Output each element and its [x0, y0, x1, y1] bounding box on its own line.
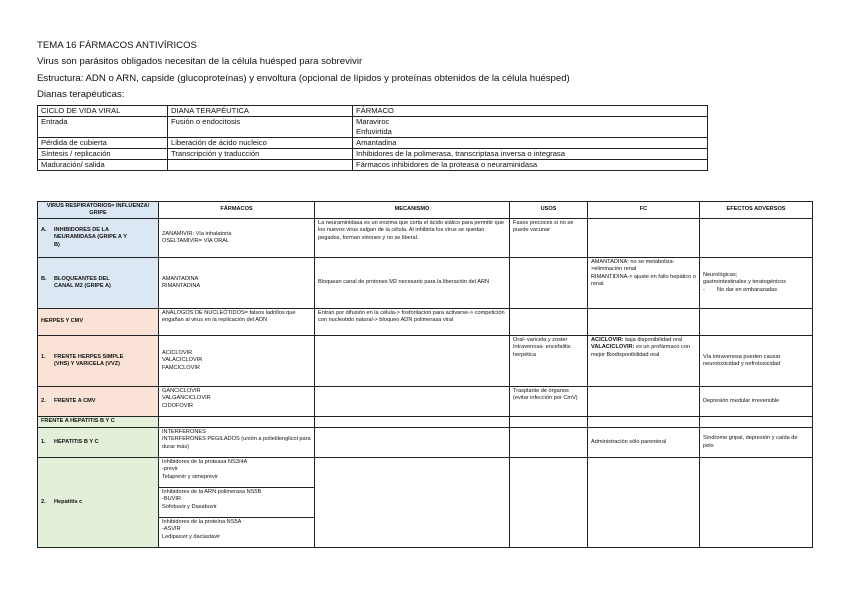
- table-row: [38, 258, 813, 309]
- table-cell: Fusión o endocitosis: [168, 117, 353, 138]
- table-cell: Maraviroc Enfuvirtida: [353, 117, 708, 138]
- ae-line: Neurológicas;: [703, 271, 738, 278]
- table-cell: [588, 458, 700, 548]
- table-row: [38, 428, 813, 458]
- group-label: FRENTE A HEPATITIS B Y C: [38, 417, 159, 428]
- table-cell: [315, 417, 510, 428]
- table-cell: [168, 160, 353, 171]
- group-label: A. INHIBIDORES DE LA NEURAMIDASA (GRIPE A Y B): [38, 219, 159, 258]
- table-cell: Fases precoces si no se puede vacunar: [510, 219, 588, 258]
- table-cell: [700, 417, 813, 428]
- header-cell: MECANISMO: [315, 202, 510, 219]
- table-cell: [315, 428, 510, 458]
- header-cell: DIANA TERAPÉUTICA: [168, 106, 353, 117]
- table-cell: ANÁLOGOS DE NUCLEÓTIDOS= falsos ladrillos que engañan al virus en la replicación del ADN: [159, 309, 315, 336]
- group-label: 1. HEPATITIS B Y C: [38, 428, 159, 458]
- table-cell: Oral- varicela y zoster Intravenosa- encefalitis herpética: [510, 336, 588, 387]
- group-label: 2. FRENTE A CMV: [38, 387, 159, 417]
- table-cell: Bloquean canal de protones M2 necesario para la liberación del ARN: [315, 258, 510, 309]
- table-cell: [588, 387, 700, 417]
- table-row: [38, 458, 813, 488]
- table-cell: Síndrome gripal, depresión y caída de pelo: [700, 428, 813, 458]
- table-cell: Inhibidores de la proteína NS5A -ASVIR Ledipasvir y daclastavir: [159, 518, 315, 548]
- document-title: TEMA 16 FÁRMACOS ANTIVÍRICOS: [37, 40, 197, 51]
- table-cell: [588, 417, 700, 428]
- table-cell: AMANTADINA RIMANTADINA: [159, 258, 315, 309]
- table-cell: [315, 458, 510, 548]
- table-cell: [700, 258, 813, 309]
- table-cell: Transcripción y traducción: [168, 149, 353, 160]
- table-cell: [510, 458, 588, 548]
- table-cell: [588, 336, 700, 387]
- antiviral-drugs-table: [37, 201, 813, 548]
- table-cell: AMANTADINA: no se metaboliza->eliminación renal RIMANTIDINA-> ajuste en fallo hepático o renal: [588, 258, 700, 309]
- header-cell: FÁRMACOS: [159, 202, 315, 219]
- header-cell: FÁRMACO: [353, 106, 708, 117]
- table-cell: [159, 417, 315, 428]
- table-cell: [510, 258, 588, 309]
- table-row: [38, 219, 813, 258]
- group-label: 1. FRENTE HERPES SIMPLE (VHS) Y VARICELA (VVZ): [38, 336, 159, 387]
- therapeutic-targets-table: [37, 105, 708, 171]
- intro-line-1: Virus son parásitos obligados necesitan de la célula huésped para sobrevivir: [37, 56, 363, 67]
- table-cell: Administración sólo parenteral: [588, 428, 700, 458]
- table-cell: Pérdida de cubierta: [38, 138, 168, 149]
- table-cell: La neuraminidasa es un enzima que corta el ácido siálico para permitir que los nuevos virus salgan de la célula. Al inhibirla los virus se quedan pegados, forman viriones y no se liberal.: [315, 219, 510, 258]
- table-cell: Inhibidores de la proteasa NS3/4A -previr Telaprevir y simeprevir: [159, 458, 315, 488]
- table-cell: [315, 387, 510, 417]
- table-header-row: [38, 202, 813, 219]
- table-cell: ZANAMIVIR: Vía inhalatoria OSELTAMIVIR= VÍA ORAL: [159, 219, 315, 258]
- table-row: [38, 138, 708, 149]
- table-cell: Depresión medular irreversible: [700, 387, 813, 417]
- table-cell: [510, 309, 588, 336]
- table-cell: [315, 336, 510, 387]
- fc-label: VALACICLOVIR:: [591, 344, 635, 351]
- group-label: B. BLOQUEANTES DEL CANAL M2 (GRIPE A): [38, 258, 159, 309]
- group-label: 2. Hepatitis c: [38, 458, 159, 548]
- table-cell: Trasplante de órganos (evitar infección por CmV): [510, 387, 588, 417]
- table-row: [38, 160, 708, 171]
- table-cell: Entran por difusión en la célula-> fosforilacion para activarse-> competición con nucleotido natural-> bloqueo ADN polimerasa viral: [315, 309, 510, 336]
- header-cell: EFECTOS ADVERSOS: [700, 202, 813, 219]
- header-cell: USOS: [510, 202, 588, 219]
- intro-line-2: Estructura: ADN o ARN, capside (glucoproteínas) y envoltura (opcional de lípidos y proteínas obtenidos de la célula huésped): [37, 73, 570, 84]
- header-cell: CICLO DE VIDA VIRAL: [38, 106, 168, 117]
- list-item: - No dar en embarazadas: [703, 287, 809, 294]
- table-cell: [510, 428, 588, 458]
- ae-list: [703, 287, 809, 294]
- table-cell: [510, 417, 588, 428]
- fc-text: es un profármaco con mejor Biodisponibilidad oral: [591, 344, 691, 358]
- table-row: [38, 387, 813, 417]
- fc-text: baja disponibilidad oral: [623, 337, 683, 343]
- table-row: [38, 149, 708, 160]
- table-header-row: [38, 106, 708, 117]
- table-cell: GANCICLOVIR VALGANCICLOVIR CIDOFOVIR: [159, 387, 315, 417]
- table-row: [38, 309, 813, 336]
- ae-line: gastrointestinales y teratogénicos: [703, 279, 787, 286]
- table-cell: [700, 219, 813, 258]
- header-cell: VIRUS RESPIRATORIOS= INFLUENZA/ GRIPE: [38, 202, 159, 219]
- table-cell: Liberación de ácido nucleico: [168, 138, 353, 149]
- table-cell: [588, 309, 700, 336]
- table-cell: [700, 458, 813, 548]
- header-cell: FC: [588, 202, 700, 219]
- fc-label: ACICLOVIR:: [591, 337, 624, 343]
- table-row: [38, 417, 813, 428]
- table-row: [38, 117, 708, 138]
- table-cell: Amantadina: [353, 138, 708, 149]
- table-cell: Vía intravenosa pueden causar neurotoxicidad y nefrotoxicidad: [700, 336, 813, 387]
- table-cell: INTERFERONES INTERFERONES PEGILADOS (unión a polietilenglicol para durar más): [159, 428, 315, 458]
- table-cell: Maduración/ salida: [38, 160, 168, 171]
- table-cell: Inhibidores de la polimerasa, transcriptasa inversa o integrasa: [353, 149, 708, 160]
- table-cell: Entrada: [38, 117, 168, 138]
- intro-line-3: Dianas terapéuticas:: [37, 89, 125, 100]
- table-cell: Inhibidores de la ARN polimerasa NS5B -BUVIR Sofobuvir y Dasabuvir: [159, 488, 315, 518]
- table-cell: ACICLOVIR VALACICLOVIR FAMCICLOVIR: [159, 336, 315, 387]
- table-cell: [700, 309, 813, 336]
- table-cell: Síntesis / replicación: [38, 149, 168, 160]
- table-row: [38, 336, 813, 387]
- group-label: HERPES Y CMV: [38, 309, 159, 336]
- table-cell: [588, 219, 700, 258]
- table-cell: Fármacos inhibidores de la proteasa o neuraminidasa: [353, 160, 708, 171]
